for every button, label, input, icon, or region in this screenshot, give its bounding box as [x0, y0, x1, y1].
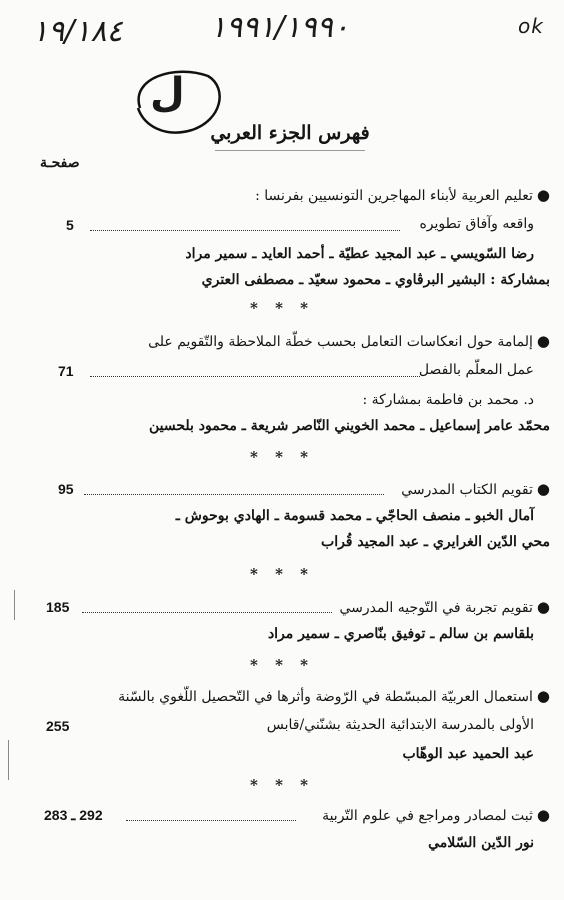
entry-3-title: ●تقويم الكتاب المدرسي	[401, 480, 550, 498]
circled-letter: ل	[150, 70, 185, 116]
entry-4-title: ●تقويم تجربة في التّوجيه المدرسي	[339, 598, 550, 616]
entry-2-title-line-1: ●إلمامة حول انعكاسات التعامل بحسب خطّة الملاحظة والتّقويم على	[148, 332, 550, 350]
entry-4-page: 185	[46, 599, 70, 615]
page-title: فهرس الجزء العربي	[210, 122, 370, 144]
entry-5-title-line-2: الأولى بالمدرسة الابتدائية الحديثة بشنّني/قابس	[266, 717, 534, 733]
separator-3: * * *	[250, 565, 314, 583]
scan-edge-mark	[14, 590, 15, 620]
page-column-label: صفحـة	[40, 155, 80, 171]
handwritten-ok-mark: ok	[518, 14, 544, 38]
entry-1-authors-1: رضا السّويسي ـ عبد المجيد عطيّة ـ أحمد العايد ـ سمير مراد	[185, 246, 534, 262]
separator-5: * * *	[250, 776, 314, 794]
entry-1-title-line-1: ●تعليم العربية لأبناء المهاجرين التونسيين بفرنسا :	[255, 186, 550, 204]
entry-6-title: ●ثبت لمصادر ومراجع في علوم التّربية	[322, 806, 550, 824]
entry-1-leader	[90, 230, 400, 231]
separator-2: * * *	[250, 448, 314, 466]
entry-4-leader	[82, 612, 332, 613]
scan-edge-mark	[8, 740, 9, 780]
entry-5-title-line-1: ●استعمال العربيّة المبسّطة في الرّوضة وأثرها في التّحصيل اللّغوي بالسّنة	[118, 687, 550, 705]
entry-3-authors-1: آمال الخبو ـ منصف الحاجّي ـ محمد قسومة ـ الهادي بوحوش ـ	[175, 508, 534, 524]
handwritten-years-note: ١٩٩١/١٩٩٠	[210, 10, 350, 45]
entry-4-authors: بلقاسم بن سالم ـ توفيق بنّاصري ـ سمير مراد	[267, 626, 534, 642]
separator-1: * * *	[250, 299, 314, 317]
entry-3-page: 95	[58, 481, 74, 497]
entry-2-authors-2: محمّد عامر إسماعيل ـ محمد الخويني النّاصر شريعة ـ محمود بلحسين	[148, 418, 550, 434]
handwritten-number-note: ١٩/١٨٤	[32, 14, 123, 49]
entry-2-title-line-2: عمل المعلّم بالفصل	[418, 362, 534, 378]
entry-1-authors-2: بمشاركة : البشير البرڤاوي ـ محمود سعيّد ـ مصطفى العتري	[201, 272, 550, 288]
entry-3-leader	[84, 494, 384, 495]
entry-3-authors-2: محي الدّين الغرايري ـ عبد المجيد قُراب	[321, 534, 550, 550]
entry-5-authors: عبد الحميد عبد الوهّاب	[402, 746, 534, 762]
entry-2-authors-1: د. محمد بن فاطمة بمشاركة :	[362, 392, 534, 408]
entry-6-authors: نور الدّين السّلامي	[428, 835, 534, 851]
entry-6-page: 292 ـ 283	[44, 807, 103, 823]
entry-1-page: 5	[66, 217, 74, 233]
entry-6-leader	[126, 820, 296, 821]
entry-2-page: 71	[58, 363, 74, 379]
entry-5-page: 255	[46, 718, 70, 734]
entry-2-leader	[90, 376, 420, 377]
separator-4: * * *	[250, 656, 314, 674]
entry-1-title-line-2: واقعه وآفاق تطويره	[419, 216, 534, 232]
